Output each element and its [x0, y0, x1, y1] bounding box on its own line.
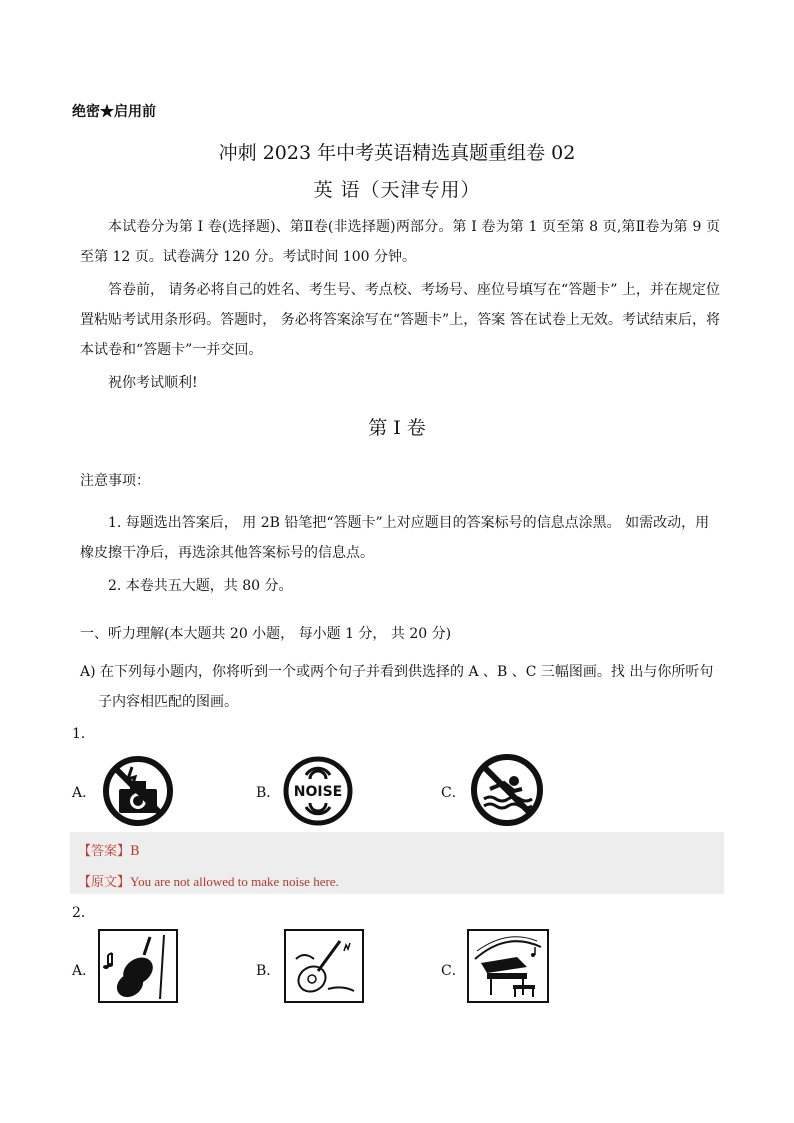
part1-instruction: A) 在下列每小题内，你将听到一个或两个句子并看到供选择的 A 、B 、C 三幅图画。找 出与你所听句子内容相匹配的图画。 [80, 664, 714, 710]
exam-title: 冲刺 2023 年中考英语精选真题重组卷 02 [218, 142, 576, 164]
piano-icon [467, 929, 549, 1003]
noise-label: NOISE [293, 784, 343, 800]
no-swimming-icon [470, 753, 544, 827]
source-label: 【原文】 [78, 875, 131, 890]
note-2: 2. 本卷共五大题，共 80 分。 [108, 578, 293, 594]
q1-option-c-label: C． [441, 785, 466, 801]
source-text: You are not allowed to make noise here. [130, 874, 339, 889]
answer-value: B [130, 844, 140, 859]
q1-option-b-label: B． [256, 785, 281, 801]
no-camera-icon [102, 755, 174, 827]
intro-paragraph-1: 本试卷分为第 I 卷(选择题)、第Ⅱ卷(非选择题)两部分。第 I 卷为第 1 页至第 8 页,第Ⅱ卷为第 9 页至第 12 页。试卷满分 120 分。考试时间 100 分钟。 [80, 219, 720, 265]
q2-option-a-label: A． [72, 963, 97, 979]
no-noise-icon [282, 755, 354, 827]
question-2-number: 2． [72, 905, 95, 921]
exam-subtitle: 英 语（天津专用） [313, 179, 481, 201]
source-line [78, 871, 339, 890]
intro-paragraph-3: 祝你考试顺利! [108, 375, 198, 391]
part1-title: 一、听力理解(本大题共 20 小题， 每小题 1 分， 共 20 分) [80, 626, 452, 642]
answer-label: 【答案】 [78, 844, 131, 859]
guitar-icon [284, 929, 364, 1003]
confidential-mark: 绝密★启用前 [72, 104, 156, 120]
q2-option-b-label: B． [256, 963, 281, 979]
section-title: 第 I 卷 [368, 417, 426, 439]
notes-title: 注意事项： [80, 473, 150, 489]
question-1-number: 1． [72, 726, 95, 742]
answer-line [78, 840, 140, 859]
q2-option-c-label: C． [441, 963, 466, 979]
violin-icon [98, 929, 178, 1003]
intro-paragraph-2: 答卷前， 请务必将自己的姓名、考生号、考点校、考场号、座位号填写在“答题卡” 上，并在规定位置粘贴考试用条形码。答题时， 务必将答案涂写在“答题卡”上，答案 答在试卷上无效。考试结束后，将本试卷和“答题卡”一并交回。 [80, 282, 720, 358]
note-1: 1. 每题选出答案后， 用 2B 铅笔把“答题卡”上对应题目的答案标号的信息点涂黑。 如需改动，用橡皮擦干净后，再选涂其他答案标号的信息点。 [80, 515, 710, 561]
q1-option-a-label: A． [72, 785, 97, 801]
